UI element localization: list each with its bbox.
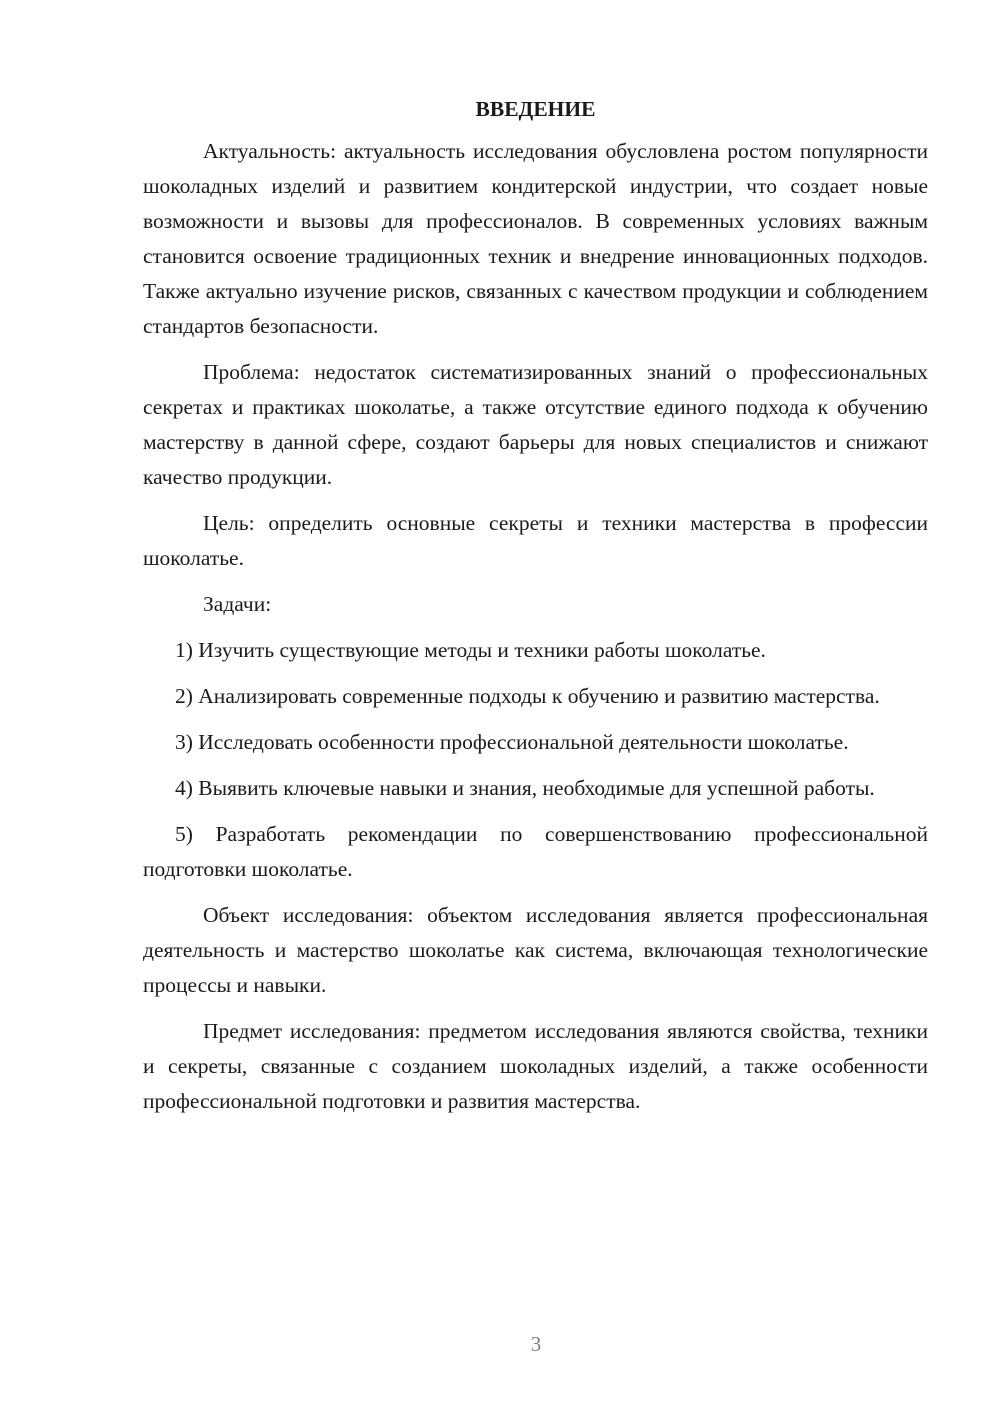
- task-item-5: 5) Разработать рекомендации по совершенствованию профессиональной подготовки шоколатье.: [143, 822, 928, 881]
- section-heading: ВВЕДЕНИЕ: [475, 97, 596, 121]
- problem-paragraph: Проблема: недостаток систематизированных знаний о профессиональных секретах и практиках шоколатье, а также отсутствие единого подхода к обучению мастерству в данной сфере, создают барьеры для новых специалистов и снижают качество продукции.: [143, 360, 928, 489]
- task-item-3: 3) Исследовать особенности профессиональной деятельности шоколатье.: [175, 730, 849, 754]
- page-number: 3: [530, 1332, 542, 1356]
- tasks-label: Задачи:: [203, 592, 272, 616]
- subject-paragraph: Предмет исследования: предметом исследования являются свойства, техники и секреты, связанные с созданием шоколадных изделий, а также особенности профессиональной подготовки и развития мастерства.: [143, 1019, 928, 1113]
- document-page: [143, 92, 928, 1130]
- task-item-1: 1) Изучить существующие методы и техники работы шоколатье.: [175, 638, 766, 662]
- relevance-paragraph: Актуальность: актуальность исследования обусловлена ростом популярности шоколадных изделий и развитием кондитерской индустрии, что создает новые возможности и вызовы для профессионалов. В современных условиях важным становится освоение традиционных техник и внедрение инновационных подходов. Также актуально изучение рисков, связанных с качеством продукции и соблюдением стандартов безопасности.: [143, 139, 928, 338]
- task-item-4: 4) Выявить ключевые навыки и знания, необходимые для успешной работы.: [175, 776, 875, 800]
- object-paragraph: Объект исследования: объектом исследования является профессиональная деятельность и мастерство шоколатье как система, включающая технологические процессы и навыки.: [143, 903, 928, 997]
- goal-paragraph: Цель: определить основные секреты и техники мастерства в профессии шоколатье.: [143, 511, 928, 570]
- task-item-2: 2) Анализировать современные подходы к обучению и развитию мастерства.: [175, 684, 880, 708]
